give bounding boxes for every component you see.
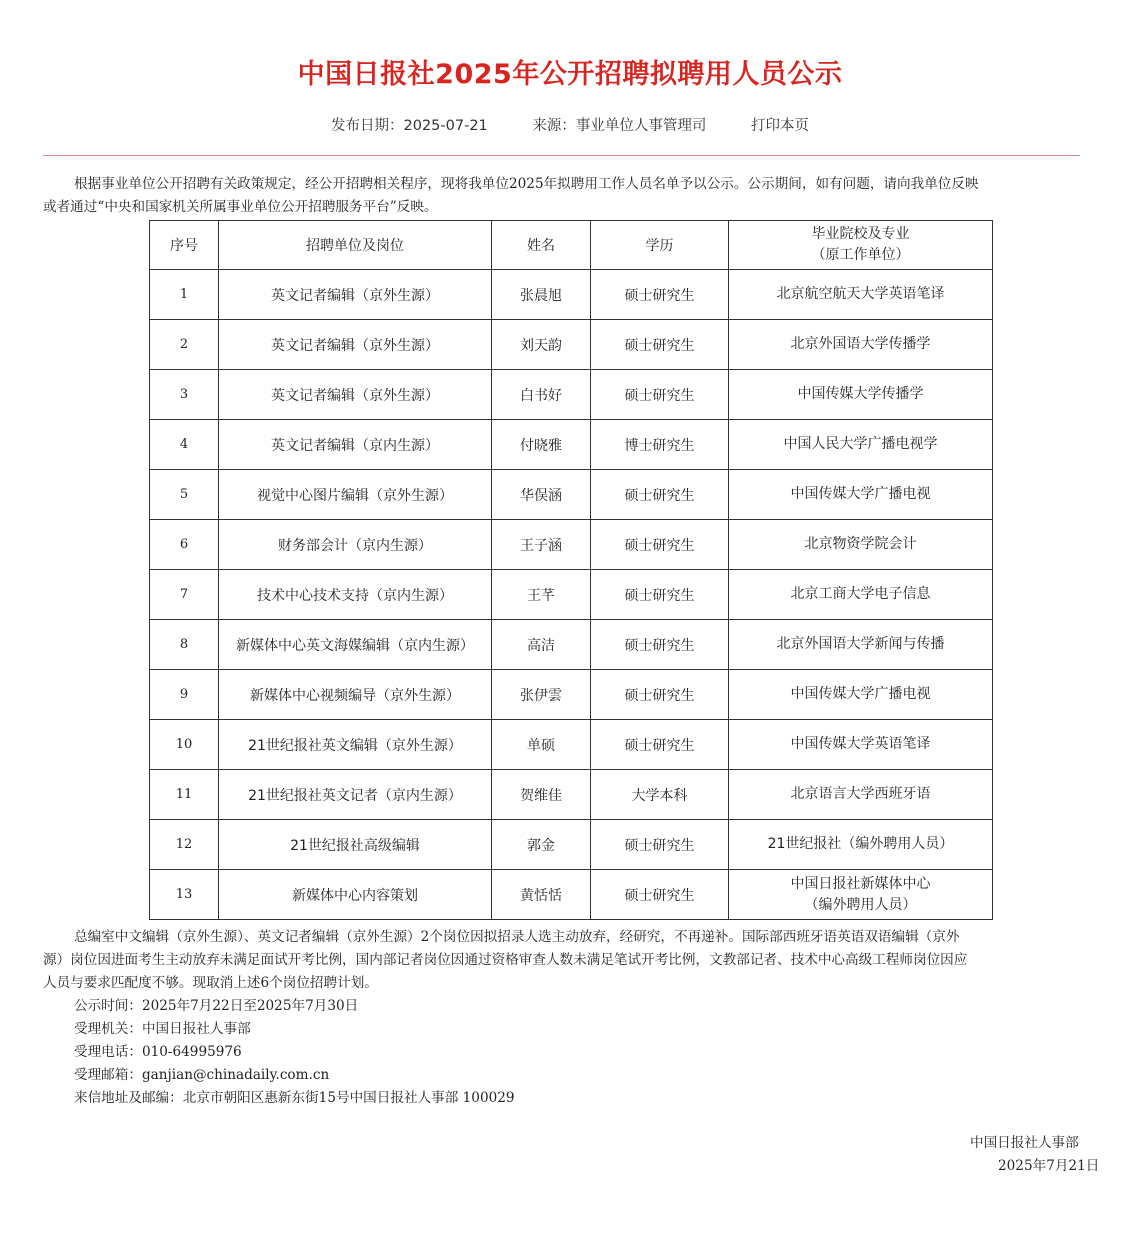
table-row — [150, 770, 993, 820]
table-row — [150, 620, 993, 670]
cell-position: 21世纪报社英文编辑（京外生源） — [219, 720, 492, 770]
cell-index: 4 — [150, 420, 219, 470]
table-row — [150, 370, 993, 420]
cell-index: 9 — [150, 670, 219, 720]
cell-position: 21世纪报社英文记者（京内生源） — [219, 770, 492, 820]
publish-date: 发布日期：2025-07-21 — [331, 118, 488, 134]
cell-degree: 硕士研究生 — [591, 520, 729, 570]
table-row — [150, 420, 993, 470]
hiring-table — [149, 220, 993, 920]
cell-position: 英文记者编辑（京外生源） — [219, 370, 492, 420]
cell-degree: 大学本科 — [591, 770, 729, 820]
cell-index: 8 — [150, 620, 219, 670]
col-header-position: 招聘单位及岗位 — [219, 221, 492, 270]
cell-degree: 硕士研究生 — [591, 820, 729, 870]
print-page-link[interactable]: 打印本页 — [751, 118, 809, 134]
note-paragraph — [43, 926, 1143, 995]
cell-school: 北京外国语大学传播学 — [729, 320, 993, 370]
cell-position: 21世纪报社高级编辑 — [219, 820, 492, 870]
col-header-name: 姓名 — [492, 221, 591, 270]
cell-degree: 硕士研究生 — [591, 620, 729, 670]
cell-index: 11 — [150, 770, 219, 820]
cell-name: 高洁 — [492, 620, 591, 670]
cell-school: 中国日报社新媒体中心 （编外聘用人员） — [729, 870, 993, 920]
cell-degree: 硕士研究生 — [591, 470, 729, 520]
cell-degree: 硕士研究生 — [591, 320, 729, 370]
cell-name: 郭金 — [492, 820, 591, 870]
article-meta — [0, 114, 1140, 136]
page-title: 中国日报社2025年公开招聘拟聘用人员公示 — [297, 59, 843, 90]
accepting-agency: 受理机关：中国日报社人事部 — [74, 1021, 251, 1037]
cell-degree: 硕士研究生 — [591, 720, 729, 770]
cell-degree: 硕士研究生 — [591, 370, 729, 420]
cell-degree: 硕士研究生 — [591, 670, 729, 720]
cell-school: 中国人民大学广播电视学 — [729, 420, 993, 470]
intro-line-1: 根据事业单位公开招聘有关政策规定，经公开招聘相关程序，现将我单位2025年拟聘用工作人员名单予以公示。公示期间，如有问题，请向我单位反映 — [74, 176, 979, 192]
cell-index: 10 — [150, 720, 219, 770]
cell-index: 2 — [150, 320, 219, 370]
cell-name: 张晨旭 — [492, 270, 591, 320]
title-divider — [43, 155, 1080, 156]
signature-date: 2025年7月21日 — [998, 1158, 1100, 1174]
intro-paragraph — [43, 173, 1143, 219]
cell-school: 北京航空航天大学英语笔译 — [729, 270, 993, 320]
cell-school: 中国传媒大学英语笔译 — [729, 720, 993, 770]
cell-name: 张伊雲 — [492, 670, 591, 720]
table-row — [150, 320, 993, 370]
note-line-3: 人员与要求匹配度不够。现取消上述6个岗位招聘计划。 — [43, 975, 378, 991]
table-row — [150, 270, 993, 320]
note-line-2: 源）岗位因进面考生主动放弃未满足面试开考比例，国内部记者岗位因通过资格审查人数未满足笔试开考比例，文教部记者、技术中心高级工程师岗位因应 — [43, 952, 968, 968]
cell-name: 黄恬恬 — [492, 870, 591, 920]
cell-name: 华俣涵 — [492, 470, 591, 520]
cell-name: 王芊 — [492, 570, 591, 620]
table-header-row — [150, 221, 993, 270]
cell-position: 新媒体中心英文海媒编辑（京内生源） — [219, 620, 492, 670]
contact-phone: 受理电话：010-64995976 — [74, 1044, 242, 1060]
cell-school: 北京语言大学西班牙语 — [729, 770, 993, 820]
contact-email: 受理邮箱：ganjian@chinadaily.com.cn — [74, 1067, 330, 1083]
cell-name: 贺维佳 — [492, 770, 591, 820]
cell-school: 21世纪报社（编外聘用人员） — [729, 820, 993, 870]
cell-index: 1 — [150, 270, 219, 320]
cell-position: 英文记者编辑（京外生源） — [219, 320, 492, 370]
col-header-degree: 学历 — [591, 221, 729, 270]
cell-index: 3 — [150, 370, 219, 420]
cell-name: 王子涵 — [492, 520, 591, 570]
cell-position: 英文记者编辑（京外生源） — [219, 270, 492, 320]
cell-position: 视觉中心图片编辑（京外生源） — [219, 470, 492, 520]
cell-position: 新媒体中心视频编导（京外生源） — [219, 670, 492, 720]
signature-org: 中国日报社人事部 — [970, 1135, 1079, 1151]
cell-school: 中国传媒大学传播学 — [729, 370, 993, 420]
cell-school: 北京工商大学电子信息 — [729, 570, 993, 620]
cell-degree: 硕士研究生 — [591, 270, 729, 320]
col-header-index: 序号 — [150, 221, 219, 270]
cell-index: 12 — [150, 820, 219, 870]
cell-name: 白书好 — [492, 370, 591, 420]
source-label: 来源：事业单位人事管理司 — [532, 118, 707, 134]
cell-name: 单硕 — [492, 720, 591, 770]
cell-degree: 博士研究生 — [591, 420, 729, 470]
col-header-school: 毕业院校及专业 （原工作单位） — [729, 221, 993, 270]
cell-position: 英文记者编辑（京内生源） — [219, 420, 492, 470]
cell-school: 中国传媒大学广播电视 — [729, 670, 993, 720]
table-row — [150, 720, 993, 770]
cell-name: 刘天韵 — [492, 320, 591, 370]
cell-degree: 硕士研究生 — [591, 870, 729, 920]
intro-line-2: 或者通过“中央和国家机关所属事业单位公开招聘服务平台”反映。 — [43, 199, 438, 215]
cell-school: 北京物资学院会计 — [729, 520, 993, 570]
table-row — [150, 570, 993, 620]
note-line-1: 总编室中文编辑（京外生源）、英文记者编辑（京外生源）2个岗位因拟招录人选主动放弃，经研究，不再递补。国际部西班牙语英语双语编辑（京外 — [74, 929, 960, 945]
table-row — [150, 470, 993, 520]
cell-name: 付晓雅 — [492, 420, 591, 470]
table-row — [150, 520, 993, 570]
cell-index: 5 — [150, 470, 219, 520]
mailing-address: 来信地址及邮编：北京市朝阳区惠新东街15号中国日报社人事部 100029 — [74, 1090, 515, 1106]
table-row — [150, 820, 993, 870]
table-body — [150, 270, 993, 920]
cell-index: 6 — [150, 520, 219, 570]
cell-school: 中国传媒大学广播电视 — [729, 470, 993, 520]
cell-index: 7 — [150, 570, 219, 620]
cell-school: 北京外国语大学新闻与传播 — [729, 620, 993, 670]
cell-index: 13 — [150, 870, 219, 920]
cell-degree: 硕士研究生 — [591, 570, 729, 620]
publicity-period: 公示时间：2025年7月22日至2025年7月30日 — [74, 998, 359, 1014]
table-row — [150, 870, 993, 920]
table-row — [150, 670, 993, 720]
cell-position: 技术中心技术支持（京内生源） — [219, 570, 492, 620]
cell-position: 新媒体中心内容策划 — [219, 870, 492, 920]
cell-position: 财务部会计（京内生源） — [219, 520, 492, 570]
